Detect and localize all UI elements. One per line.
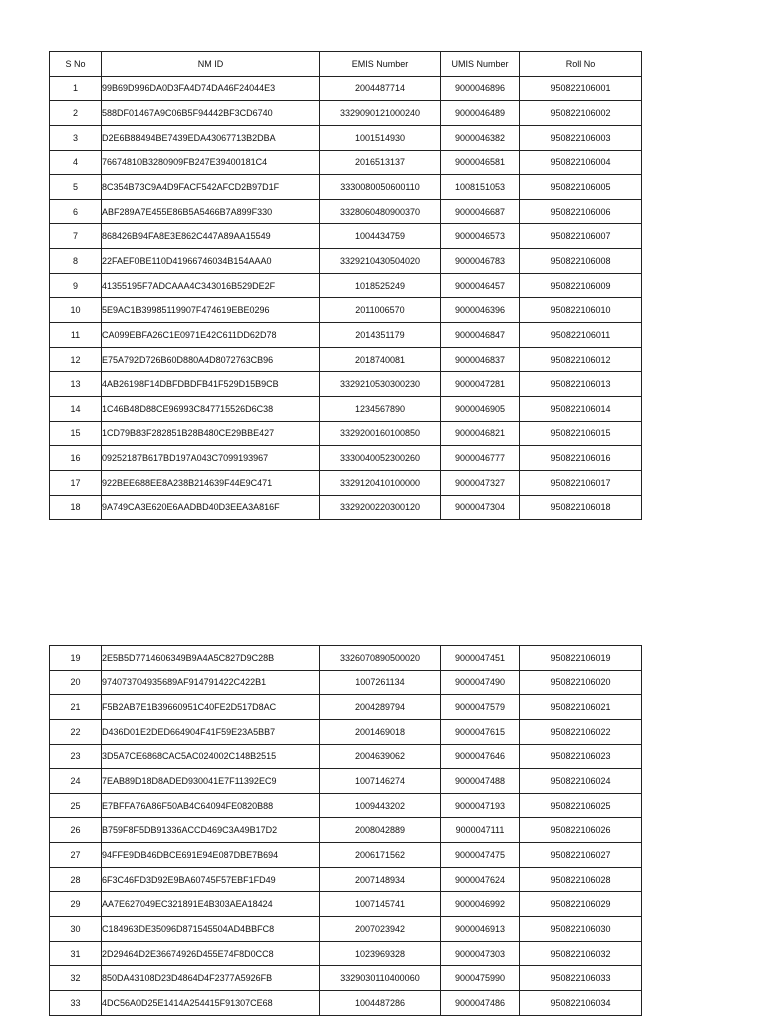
nm-id-cell: 9A749CA3E620E6AADBD40D3EEA3A816F <box>102 495 320 520</box>
header-nm-id: NM ID <box>102 52 320 77</box>
table-row <box>50 298 642 323</box>
s-no-cell: 20 <box>50 670 102 695</box>
roll-no-cell: 950822106008 <box>520 249 642 274</box>
s-no-cell: 17 <box>50 470 102 495</box>
roll-no-cell: 950822106012 <box>520 347 642 372</box>
roll-no-cell: 950822106029 <box>520 892 642 917</box>
umis-number-cell: 9000046573 <box>441 224 520 249</box>
umis-number-cell: 9000475990 <box>441 966 520 991</box>
umis-number-cell: 1008151053 <box>441 175 520 200</box>
header-umis-number: UMIS Number <box>441 52 520 77</box>
umis-number-cell: 9000047193 <box>441 793 520 818</box>
s-no-cell: 22 <box>50 719 102 744</box>
nm-id-cell: 3D5A7CE6868CAC5AC024002C148B2515 <box>102 744 320 769</box>
umis-number-cell: 9000047579 <box>441 695 520 720</box>
roll-no-cell: 950822106001 <box>520 76 642 101</box>
s-no-cell: 7 <box>50 224 102 249</box>
nm-id-cell: D436D01E2DED664904F41F59E23A5BB7 <box>102 719 320 744</box>
nm-id-cell: E75A792D726B60D880A4D8072763CB96 <box>102 347 320 372</box>
emis-number-cell: 1007261134 <box>320 670 441 695</box>
nm-id-cell: 22FAEF0BE110D41966746034B154AAA0 <box>102 249 320 274</box>
s-no-cell: 26 <box>50 818 102 843</box>
table-row <box>50 175 642 200</box>
s-no-cell: 18 <box>50 495 102 520</box>
nm-id-cell: ABF289A7E455E86B5A5466B7A899F330 <box>102 199 320 224</box>
table-row <box>50 646 642 671</box>
table-row <box>50 150 642 175</box>
s-no-cell: 31 <box>50 941 102 966</box>
table-row <box>50 793 642 818</box>
nm-id-cell: 2E5B5D7714606349B9A4A5C827D9C28B <box>102 646 320 671</box>
s-no-cell: 13 <box>50 372 102 397</box>
nm-id-cell: B759F8F5DB91336ACCD469C3A49B17D2 <box>102 818 320 843</box>
table-row <box>50 917 642 942</box>
umis-number-cell: 9000046905 <box>441 396 520 421</box>
nm-id-cell: 76674810B3280909FB247E39400181C4 <box>102 150 320 175</box>
nm-id-cell: 94FFE9DB46DBCE691E94E087DBE7B694 <box>102 843 320 868</box>
roll-no-cell: 950822106023 <box>520 744 642 769</box>
roll-no-cell: 950822106032 <box>520 941 642 966</box>
emis-number-cell: 1018525249 <box>320 273 441 298</box>
emis-number-cell: 2014351179 <box>320 323 441 348</box>
roll-no-cell: 950822106019 <box>520 646 642 671</box>
header-s-no: S No <box>50 52 102 77</box>
roll-no-cell: 950822106026 <box>520 818 642 843</box>
s-no-cell: 28 <box>50 867 102 892</box>
umis-number-cell: 9000046687 <box>441 199 520 224</box>
emis-number-cell: 1004434759 <box>320 224 441 249</box>
nm-id-cell: 09252187B617BD197A043C7099193967 <box>102 446 320 471</box>
table-row <box>50 421 642 446</box>
umis-number-cell: 9000047490 <box>441 670 520 695</box>
table-row <box>50 224 642 249</box>
roll-no-cell: 950822106033 <box>520 966 642 991</box>
table-row <box>50 347 642 372</box>
table-row <box>50 941 642 966</box>
roll-no-cell: 950822106024 <box>520 769 642 794</box>
table-row <box>50 101 642 126</box>
roll-no-cell: 950822106006 <box>520 199 642 224</box>
emis-number-cell: 3329210430504020 <box>320 249 441 274</box>
table-header-row <box>50 52 642 77</box>
emis-number-cell: 1001514930 <box>320 125 441 150</box>
umis-number-cell: 9000047646 <box>441 744 520 769</box>
umis-number-cell: 9000047475 <box>441 843 520 868</box>
s-no-cell: 11 <box>50 323 102 348</box>
umis-number-cell: 9000047303 <box>441 941 520 966</box>
s-no-cell: 24 <box>50 769 102 794</box>
header-roll-no: Roll No <box>520 52 642 77</box>
emis-number-cell: 3329120410100000 <box>320 470 441 495</box>
emis-number-cell: 2001469018 <box>320 719 441 744</box>
roll-no-cell: 950822106022 <box>520 719 642 744</box>
nm-id-cell: 974073704935689AF914791422C422B1 <box>102 670 320 695</box>
nm-id-cell: CA099EBFA26C1E0971E42C611DD62D78 <box>102 323 320 348</box>
roll-no-cell: 950822106016 <box>520 446 642 471</box>
s-no-cell: 25 <box>50 793 102 818</box>
roll-no-cell: 950822106005 <box>520 175 642 200</box>
nm-id-cell: 922BEE688EE8A238B214639F44E9C471 <box>102 470 320 495</box>
emis-number-cell: 1004487286 <box>320 990 441 1015</box>
roll-no-cell: 950822106034 <box>520 990 642 1015</box>
table-row <box>50 470 642 495</box>
umis-number-cell: 9000047451 <box>441 646 520 671</box>
umis-number-cell: 9000046457 <box>441 273 520 298</box>
roll-no-cell: 950822106020 <box>520 670 642 695</box>
nm-id-cell: 4AB26198F14DBFDBDFB41F529D15B9CB <box>102 372 320 397</box>
umis-number-cell: 9000046896 <box>441 76 520 101</box>
umis-number-cell: 9000047327 <box>441 470 520 495</box>
emis-number-cell: 3329200220300120 <box>320 495 441 520</box>
nm-id-cell: 99B69D996DA0D3FA4D74DA46F24044E3 <box>102 76 320 101</box>
table-row <box>50 125 642 150</box>
emis-number-cell: 3330040052300260 <box>320 446 441 471</box>
emis-number-cell: 3328060480900370 <box>320 199 441 224</box>
table-row <box>50 495 642 520</box>
nm-id-cell: 588DF01467A9C06B5F94442BF3CD6740 <box>102 101 320 126</box>
emis-number-cell: 2004289794 <box>320 695 441 720</box>
table-row <box>50 966 642 991</box>
table-row <box>50 446 642 471</box>
umis-number-cell: 9000047304 <box>441 495 520 520</box>
emis-number-cell: 3329200160100850 <box>320 421 441 446</box>
nm-id-cell: 5E9AC1B39985119907F474619EBE0296 <box>102 298 320 323</box>
s-no-cell: 3 <box>50 125 102 150</box>
table-row <box>50 273 642 298</box>
table-row <box>50 719 642 744</box>
table-row <box>50 249 642 274</box>
emis-number-cell: 2004487714 <box>320 76 441 101</box>
nm-id-cell: D2E6B88494BE7439EDA43067713B2DBA <box>102 125 320 150</box>
roll-no-cell: 950822106002 <box>520 101 642 126</box>
s-no-cell: 8 <box>50 249 102 274</box>
s-no-cell: 14 <box>50 396 102 421</box>
emis-number-cell: 2018740081 <box>320 347 441 372</box>
s-no-cell: 33 <box>50 990 102 1015</box>
table-row <box>50 695 642 720</box>
emis-number-cell: 2007148934 <box>320 867 441 892</box>
nm-id-cell: 7EAB89D18D8ADED930041E7F11392EC9 <box>102 769 320 794</box>
roll-no-cell: 950822106021 <box>520 695 642 720</box>
student-table-1 <box>49 51 642 520</box>
table-row <box>50 199 642 224</box>
nm-id-cell: 41355195F7ADCAAA4C343016B529DE2F <box>102 273 320 298</box>
umis-number-cell: 9000046382 <box>441 125 520 150</box>
emis-number-cell: 3330080050600110 <box>320 175 441 200</box>
umis-number-cell: 9000046783 <box>441 249 520 274</box>
nm-id-cell: C184963DE35096D871545504AD4BBFC8 <box>102 917 320 942</box>
emis-number-cell: 2008042889 <box>320 818 441 843</box>
s-no-cell: 27 <box>50 843 102 868</box>
umis-number-cell: 9000046847 <box>441 323 520 348</box>
roll-no-cell: 950822106007 <box>520 224 642 249</box>
nm-id-cell: E7BFFA76A86F50AB4C64094FE0820B88 <box>102 793 320 818</box>
nm-id-cell: AA7E627049EC321891E4B303AEA18424 <box>102 892 320 917</box>
table-row <box>50 867 642 892</box>
nm-id-cell: 6F3C46FD3D92E9BA60745F57EBF1FD49 <box>102 867 320 892</box>
header-emis-number: EMIS Number <box>320 52 441 77</box>
emis-number-cell: 3329210530300230 <box>320 372 441 397</box>
roll-no-cell: 950822106030 <box>520 917 642 942</box>
emis-number-cell: 3329090121000240 <box>320 101 441 126</box>
umis-number-cell: 9000047624 <box>441 867 520 892</box>
roll-no-cell: 950822106009 <box>520 273 642 298</box>
roll-no-cell: 950822106027 <box>520 843 642 868</box>
s-no-cell: 16 <box>50 446 102 471</box>
roll-no-cell: 950822106013 <box>520 372 642 397</box>
roll-no-cell: 950822106010 <box>520 298 642 323</box>
roll-no-cell: 950822106015 <box>520 421 642 446</box>
table-row <box>50 769 642 794</box>
table-row <box>50 76 642 101</box>
umis-number-cell: 9000047486 <box>441 990 520 1015</box>
nm-id-cell: 868426B94FA8E3E862C447A89AA15549 <box>102 224 320 249</box>
table-row <box>50 744 642 769</box>
s-no-cell: 29 <box>50 892 102 917</box>
table-row <box>50 843 642 868</box>
s-no-cell: 21 <box>50 695 102 720</box>
table-row <box>50 323 642 348</box>
s-no-cell: 30 <box>50 917 102 942</box>
roll-no-cell: 950822106003 <box>520 125 642 150</box>
roll-no-cell: 950822106011 <box>520 323 642 348</box>
table-row <box>50 670 642 695</box>
nm-id-cell: 4DC56A0D25E1414A254415F91307CE68 <box>102 990 320 1015</box>
emis-number-cell: 3329030110400060 <box>320 966 441 991</box>
nm-id-cell: 1CD79B83F282851B28B480CE29BBE427 <box>102 421 320 446</box>
umis-number-cell: 9000046913 <box>441 917 520 942</box>
table-row <box>50 396 642 421</box>
umis-number-cell: 9000046837 <box>441 347 520 372</box>
roll-no-cell: 950822106028 <box>520 867 642 892</box>
s-no-cell: 6 <box>50 199 102 224</box>
emis-number-cell: 1007145741 <box>320 892 441 917</box>
table-row <box>50 990 642 1015</box>
emis-number-cell: 1007146274 <box>320 769 441 794</box>
s-no-cell: 1 <box>50 76 102 101</box>
umis-number-cell: 9000046489 <box>441 101 520 126</box>
s-no-cell: 9 <box>50 273 102 298</box>
umis-number-cell: 9000047281 <box>441 372 520 397</box>
s-no-cell: 5 <box>50 175 102 200</box>
umis-number-cell: 9000047488 <box>441 769 520 794</box>
nm-id-cell: 8C354B73C9A4D9FACF542AFCD2B97D1F <box>102 175 320 200</box>
umis-number-cell: 9000047615 <box>441 719 520 744</box>
umis-number-cell: 9000046777 <box>441 446 520 471</box>
umis-number-cell: 9000046581 <box>441 150 520 175</box>
emis-number-cell: 2006171562 <box>320 843 441 868</box>
emis-number-cell: 2004639062 <box>320 744 441 769</box>
roll-no-cell: 950822106004 <box>520 150 642 175</box>
roll-no-cell: 950822106025 <box>520 793 642 818</box>
umis-number-cell: 9000046992 <box>441 892 520 917</box>
emis-number-cell: 2016513137 <box>320 150 441 175</box>
emis-number-cell: 2011006570 <box>320 298 441 323</box>
table-row <box>50 372 642 397</box>
s-no-cell: 10 <box>50 298 102 323</box>
s-no-cell: 4 <box>50 150 102 175</box>
s-no-cell: 15 <box>50 421 102 446</box>
s-no-cell: 19 <box>50 646 102 671</box>
table-row <box>50 818 642 843</box>
nm-id-cell: 2D29464D2E36674926D455E74F8D0CC8 <box>102 941 320 966</box>
emis-number-cell: 3326070890500020 <box>320 646 441 671</box>
nm-id-cell: 850DA43108D23D4864D4F2377A5926FB <box>102 966 320 991</box>
roll-no-cell: 950822106014 <box>520 396 642 421</box>
table-row <box>50 892 642 917</box>
s-no-cell: 23 <box>50 744 102 769</box>
s-no-cell: 32 <box>50 966 102 991</box>
nm-id-cell: F5B2AB7E1B39660951C40FE2D517D8AC <box>102 695 320 720</box>
roll-no-cell: 950822106017 <box>520 470 642 495</box>
emis-number-cell: 1023969328 <box>320 941 441 966</box>
umis-number-cell: 9000046396 <box>441 298 520 323</box>
s-no-cell: 2 <box>50 101 102 126</box>
umis-number-cell: 9000047111 <box>441 818 520 843</box>
emis-number-cell: 1009443202 <box>320 793 441 818</box>
student-table-2 <box>49 645 642 1016</box>
s-no-cell: 12 <box>50 347 102 372</box>
roll-no-cell: 950822106018 <box>520 495 642 520</box>
nm-id-cell: 1C46B48D88CE96993C847715526D6C38 <box>102 396 320 421</box>
emis-number-cell: 2007023942 <box>320 917 441 942</box>
emis-number-cell: 1234567890 <box>320 396 441 421</box>
umis-number-cell: 9000046821 <box>441 421 520 446</box>
